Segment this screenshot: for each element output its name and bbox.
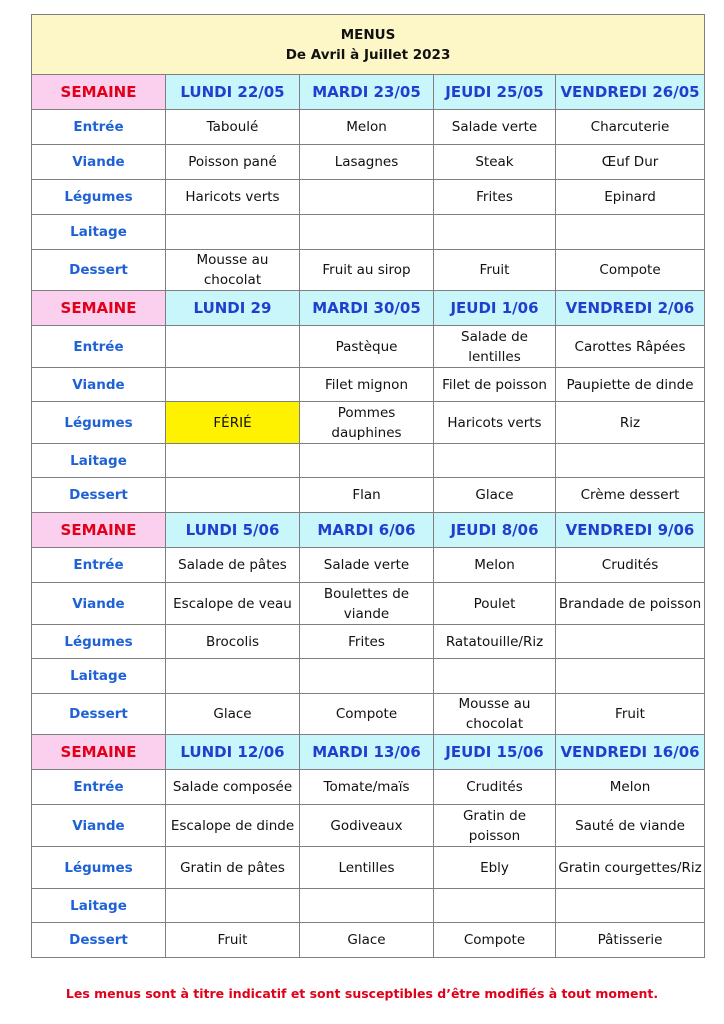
menu-title	[32, 15, 705, 75]
menu-cell: Ebly	[434, 847, 556, 889]
menu-cell: Fruit	[166, 923, 300, 958]
menu-cell: Boulettes de viande	[300, 583, 434, 625]
menu-cell: Filet de poisson	[434, 368, 556, 402]
menu-cell: Salade verte	[300, 548, 434, 583]
menu-cell: Frites	[434, 180, 556, 215]
row-label-legumes: Légumes	[32, 402, 166, 444]
day-header: JEUDI 15/06	[434, 735, 556, 770]
menu-row-laitage	[32, 444, 705, 478]
row-label-legumes: Légumes	[32, 847, 166, 889]
row-label-viande: Viande	[32, 805, 166, 847]
menu-cell: Compote	[556, 250, 705, 291]
menu-row-entree	[32, 548, 705, 583]
row-label-legumes: Légumes	[32, 180, 166, 215]
menu-cell: Escalope de veau	[166, 583, 300, 625]
day-header: LUNDI 12/06	[166, 735, 300, 770]
menu-row-entree	[32, 770, 705, 805]
menu-cell: Lentilles	[300, 847, 434, 889]
menu-cell: Glace	[166, 694, 300, 735]
menu-cell: Crème dessert	[556, 478, 705, 513]
menu-cell: Mousse au chocolat	[434, 694, 556, 735]
menu-cell	[166, 889, 300, 923]
row-label-legumes: Légumes	[32, 625, 166, 659]
day-header: MARDI 30/05	[300, 291, 434, 326]
menu-row-viande	[32, 583, 705, 625]
menu-row-viande	[32, 805, 705, 847]
menu-table	[31, 14, 705, 958]
menu-cell	[300, 444, 434, 478]
menu-cell: Godiveaux	[300, 805, 434, 847]
menu-cell	[434, 215, 556, 250]
menu-cell: Poisson pané	[166, 145, 300, 180]
menu-cell: Salade de pâtes	[166, 548, 300, 583]
menu-cell: Gratin courgettes/Riz	[556, 847, 705, 889]
day-header: MARDI 13/06	[300, 735, 434, 770]
row-label-laitage: Laitage	[32, 889, 166, 923]
semaine-label: SEMAINE	[32, 735, 166, 770]
menu-cell: Flan	[300, 478, 434, 513]
menu-cell: Lasagnes	[300, 145, 434, 180]
menu-cell: Œuf Dur	[556, 145, 705, 180]
menu-cell: Fruit	[556, 694, 705, 735]
menu-cell	[556, 889, 705, 923]
footer-note: Les menus sont à titre indicatif et sont susceptibles d’être modifiés à tout moment.	[65, 986, 659, 1001]
week-header-row	[32, 735, 705, 770]
row-label-laitage: Laitage	[32, 659, 166, 694]
menu-table-body	[32, 15, 705, 958]
row-label-dessert: Dessert	[32, 250, 166, 291]
day-header: MARDI 6/06	[300, 513, 434, 548]
menu-cell	[166, 659, 300, 694]
menu-cell: Taboulé	[166, 110, 300, 145]
semaine-label: SEMAINE	[32, 75, 166, 110]
row-label-viande: Viande	[32, 368, 166, 402]
menu-row-legumes	[32, 402, 705, 444]
menu-row-laitage	[32, 659, 705, 694]
menu-cell	[166, 215, 300, 250]
menu-cell: Riz	[556, 402, 705, 444]
menu-cell: Fruit au sirop	[300, 250, 434, 291]
menu-cell: Sauté de viande	[556, 805, 705, 847]
menu-cell	[556, 625, 705, 659]
menu-cell: Epinard	[556, 180, 705, 215]
menu-cell	[300, 659, 434, 694]
menu-cell: Pâtisserie	[556, 923, 705, 958]
day-header: VENDREDI 16/06	[556, 735, 705, 770]
menu-row-entree	[32, 326, 705, 368]
day-header: VENDREDI 26/05	[556, 75, 705, 110]
day-header: VENDREDI 9/06	[556, 513, 705, 548]
menu-cell: Brocolis	[166, 625, 300, 659]
menu-cell: Crudités	[434, 770, 556, 805]
menu-cell: Poulet	[434, 583, 556, 625]
menu-cell: Haricots verts	[434, 402, 556, 444]
row-label-laitage: Laitage	[32, 215, 166, 250]
row-label-viande: Viande	[32, 583, 166, 625]
menu-row-entree	[32, 110, 705, 145]
row-label-entree: Entrée	[32, 326, 166, 368]
day-header: LUNDI 29	[166, 291, 300, 326]
menu-cell	[556, 215, 705, 250]
menu-cell: Filet mignon	[300, 368, 434, 402]
menu-cell: Paupiette de dinde	[556, 368, 705, 402]
menu-row-legumes	[32, 847, 705, 889]
menu-cell	[300, 889, 434, 923]
row-label-entree: Entrée	[32, 548, 166, 583]
ferie-cell: FÉRIÉ	[166, 402, 300, 444]
menu-cell: Compote	[300, 694, 434, 735]
row-label-laitage: Laitage	[32, 444, 166, 478]
menu-cell: Mousse au chocolat	[166, 250, 300, 291]
week-header-row	[32, 513, 705, 548]
title-row	[32, 15, 705, 75]
row-label-entree: Entrée	[32, 110, 166, 145]
menu-cell	[300, 180, 434, 215]
menu-cell: Glace	[434, 478, 556, 513]
menu-cell: Tomate/maïs	[300, 770, 434, 805]
title-line-1: MENUS	[340, 26, 396, 43]
menu-cell: Frites	[300, 625, 434, 659]
menu-cell: Carottes Râpées	[556, 326, 705, 368]
menu-cell	[166, 444, 300, 478]
menu-cell	[556, 444, 705, 478]
menu-cell	[434, 444, 556, 478]
menu-cell: Brandade de poisson	[556, 583, 705, 625]
menu-cell: Glace	[300, 923, 434, 958]
menu-row-legumes	[32, 625, 705, 659]
menu-cell: Melon	[556, 770, 705, 805]
menu-row-legumes	[32, 180, 705, 215]
menu-cell	[300, 215, 434, 250]
title-line-2: De Avril à Juillet 2023	[285, 46, 451, 63]
day-header: JEUDI 25/05	[434, 75, 556, 110]
menu-cell: Escalope de dinde	[166, 805, 300, 847]
menu-cell	[556, 659, 705, 694]
row-label-dessert: Dessert	[32, 923, 166, 958]
day-header: VENDREDI 2/06	[556, 291, 705, 326]
menu-row-dessert	[32, 250, 705, 291]
row-label-viande: Viande	[32, 145, 166, 180]
menu-cell	[166, 478, 300, 513]
menu-cell: Salade de lentilles	[434, 326, 556, 368]
day-header: LUNDI 5/06	[166, 513, 300, 548]
semaine-label: SEMAINE	[32, 513, 166, 548]
menu-cell: Salade composée	[166, 770, 300, 805]
menu-cell: Melon	[434, 548, 556, 583]
row-label-dessert: Dessert	[32, 478, 166, 513]
menu-cell: Pastèque	[300, 326, 434, 368]
menu-row-laitage	[32, 215, 705, 250]
menu-cell: Steak	[434, 145, 556, 180]
menu-row-viande	[32, 368, 705, 402]
menu-cell: Pommes dauphines	[300, 402, 434, 444]
menu-cell: Haricots verts	[166, 180, 300, 215]
menu-cell	[434, 889, 556, 923]
menu-cell: Charcuterie	[556, 110, 705, 145]
menu-cell: Ratatouille/Riz	[434, 625, 556, 659]
week-header-row	[32, 75, 705, 110]
menu-cell: Gratin de pâtes	[166, 847, 300, 889]
semaine-label: SEMAINE	[32, 291, 166, 326]
day-header: MARDI 23/05	[300, 75, 434, 110]
menu-row-dessert	[32, 923, 705, 958]
menu-cell	[166, 326, 300, 368]
menu-cell	[434, 659, 556, 694]
menu-cell: Crudités	[556, 548, 705, 583]
menu-row-laitage	[32, 889, 705, 923]
day-header: JEUDI 1/06	[434, 291, 556, 326]
menu-row-dessert	[32, 478, 705, 513]
menu-cell	[166, 368, 300, 402]
menu-cell: Salade verte	[434, 110, 556, 145]
menu-row-viande	[32, 145, 705, 180]
day-header: LUNDI 22/05	[166, 75, 300, 110]
menu-row-dessert	[32, 694, 705, 735]
week-header-row	[32, 291, 705, 326]
row-label-entree: Entrée	[32, 770, 166, 805]
menu-cell: Fruit	[434, 250, 556, 291]
menu-cell: Compote	[434, 923, 556, 958]
row-label-dessert: Dessert	[32, 694, 166, 735]
menu-cell: Gratin de poisson	[434, 805, 556, 847]
menu-cell: Melon	[300, 110, 434, 145]
day-header: JEUDI 8/06	[434, 513, 556, 548]
